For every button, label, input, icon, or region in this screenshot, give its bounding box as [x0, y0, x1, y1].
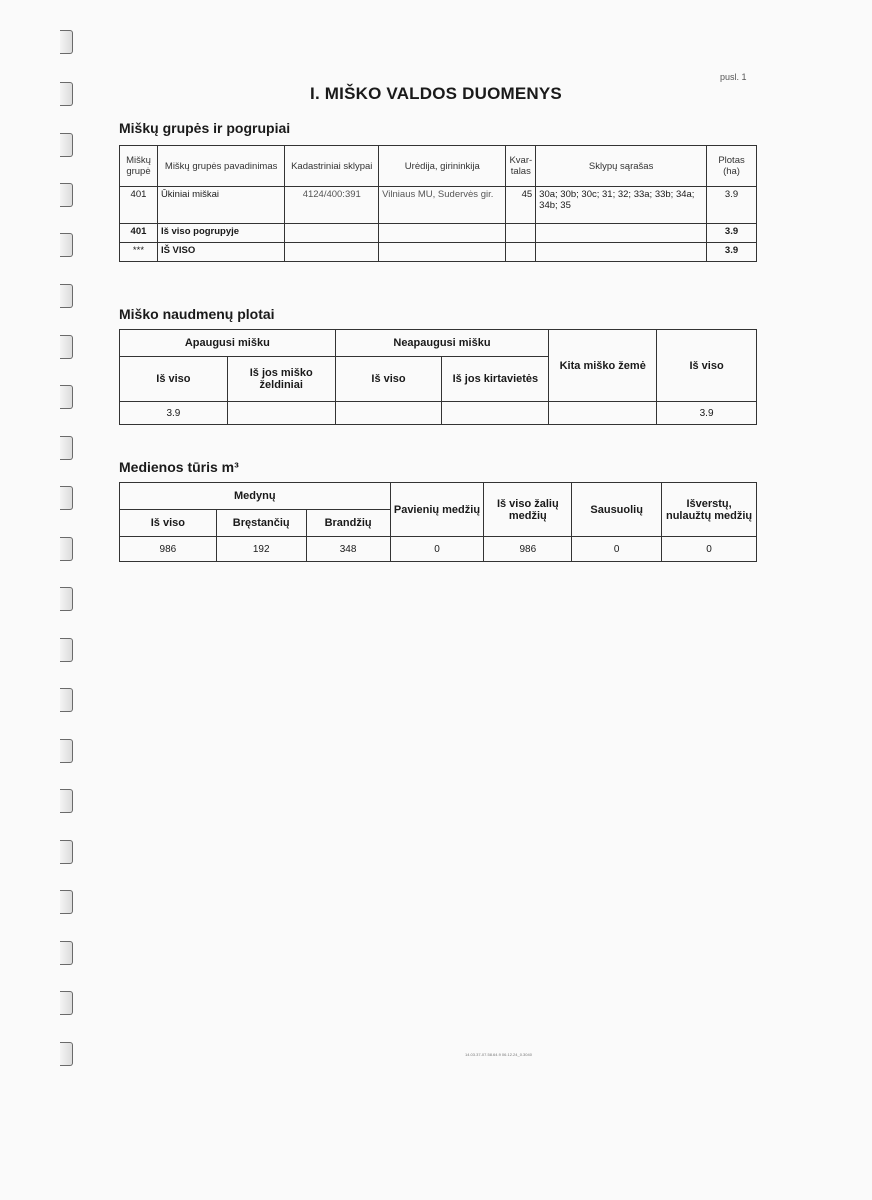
- col-header: Brandžių: [306, 510, 390, 537]
- cell-forestry: Vilniaus MU, Sudervės gir.: [379, 187, 506, 224]
- subtotal-code: 401: [120, 224, 158, 243]
- timber-volume-table: [119, 482, 757, 562]
- col-header: Miškų grupė: [120, 146, 158, 187]
- page-title: I. MIŠKO VALDOS DUOMENYS: [310, 84, 562, 103]
- total-row: [120, 243, 757, 262]
- cell-value: 0: [572, 537, 662, 562]
- subtotal-label: Iš viso pogrupyje: [157, 224, 284, 243]
- total-value: 3.9: [707, 243, 757, 262]
- col-header: Išverstų, nulaužtų medžių: [662, 483, 757, 537]
- col-header: Iš jos miško želdiniai: [227, 357, 335, 402]
- cell-plots: 30a; 30b; 30c; 31; 32; 33a; 33b; 34a; 34b; 35: [536, 187, 707, 224]
- cell-group: 401: [120, 187, 158, 224]
- cell-value: 3.9: [120, 402, 228, 425]
- cell-value: 0: [662, 537, 757, 562]
- forest-groups-table: [119, 145, 757, 262]
- table-row: [120, 537, 757, 562]
- total-label: IŠ VISO: [157, 243, 284, 262]
- group-header: Apaugusi mišku: [120, 330, 336, 357]
- spiral-binding: [58, 30, 82, 1080]
- col-header: Iš viso: [335, 357, 442, 402]
- cell-value: 986: [120, 537, 217, 562]
- col-header: Iš viso: [120, 510, 217, 537]
- col-header: Iš viso žalių medžių: [484, 483, 572, 537]
- col-header: Miškų grupės pavadinimas: [157, 146, 284, 187]
- col-header: Sklypų sąrašas: [536, 146, 707, 187]
- section-title-groups: Miškų grupės ir pogrupiai: [119, 120, 291, 136]
- section-title-volume: Medienos tūris m³: [119, 459, 239, 475]
- cell-cadastral: 4124/400:391: [285, 187, 379, 224]
- col-header: Iš viso: [657, 330, 757, 402]
- cell-area: 3.9: [707, 187, 757, 224]
- group-header: Medynų: [120, 483, 391, 510]
- footer-code: 14.03.37-07.58.64.9 06.12.24_0.3040: [465, 1052, 532, 1057]
- page-number: pusl. 1: [720, 72, 747, 82]
- land-use-table: [119, 329, 757, 425]
- cell-value: 0: [390, 537, 484, 562]
- col-header: Iš viso: [120, 357, 228, 402]
- col-header: Plotas (ha): [707, 146, 757, 187]
- subtotal-row: [120, 224, 757, 243]
- cell-group-name: Ūkiniai miškai: [157, 187, 284, 224]
- col-header: Urėdija, girininkija: [379, 146, 506, 187]
- col-header: Bręstančių: [216, 510, 306, 537]
- cell-value: 192: [216, 537, 306, 562]
- col-header: Kita miško žemė: [549, 330, 657, 402]
- subtotal-value: 3.9: [707, 224, 757, 243]
- group-header: Neapaugusi mišku: [335, 330, 549, 357]
- total-code: ***: [120, 243, 158, 262]
- cell-value: [335, 402, 442, 425]
- col-header: Iš jos kirtavietės: [442, 357, 549, 402]
- cell-value: [442, 402, 549, 425]
- col-header: Sausuolių: [572, 483, 662, 537]
- cell-value: 348: [306, 537, 390, 562]
- table-row: [120, 187, 757, 224]
- col-header: Kadastriniai sklypai: [285, 146, 379, 187]
- cell-quarter: 45: [506, 187, 536, 224]
- section-title-land-use: Miško naudmenų plotai: [119, 306, 275, 322]
- col-header: Kvar-talas: [506, 146, 536, 187]
- cell-value: [227, 402, 335, 425]
- cell-value: 3.9: [657, 402, 757, 425]
- cell-value: [549, 402, 657, 425]
- col-header: Pavienių medžių: [390, 483, 484, 537]
- cell-value: 986: [484, 537, 572, 562]
- table-row: [120, 402, 757, 425]
